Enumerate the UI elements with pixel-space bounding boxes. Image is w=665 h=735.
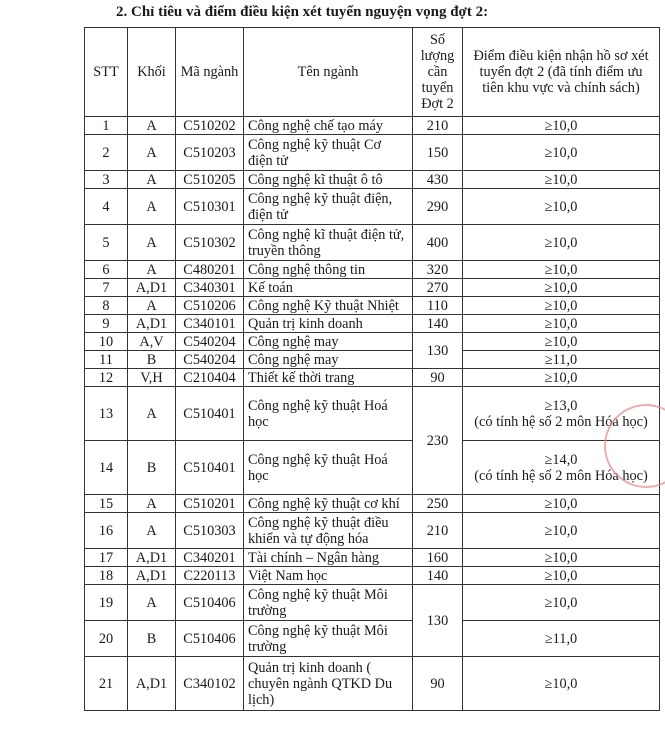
cell-ma: C510203 — [176, 135, 244, 171]
cell-ten: Công nghệ may — [244, 351, 413, 369]
cell-stt: 12 — [85, 369, 128, 387]
cell-stt: 15 — [85, 495, 128, 513]
table-row — [85, 567, 660, 585]
cell-diem: ≥10,0 — [463, 657, 660, 711]
cell-stt: 10 — [85, 333, 128, 351]
table-row — [85, 657, 660, 711]
cell-so-luong: 210 — [413, 513, 463, 549]
cell-diem — [463, 387, 660, 441]
cell-ma: C510303 — [176, 513, 244, 549]
table-row — [85, 549, 660, 567]
cell-ten: Công nghệ kỹ thuật điện, điện tử — [244, 189, 413, 225]
table-row — [85, 513, 660, 549]
cell-stt: 7 — [85, 279, 128, 297]
cell-stt: 4 — [85, 189, 128, 225]
table-row — [85, 585, 660, 621]
cell-ma: C510206 — [176, 297, 244, 315]
cell-so-luong: 250 — [413, 495, 463, 513]
header-diem: Điểm điều kiện nhận hồ sơ xét tuyển đợt 2 (đã tính điểm ưu tiên khu vực và chính sách) — [463, 28, 660, 117]
cell-ten: Công nghệ may — [244, 333, 413, 351]
cell-diem: ≥10,0 — [463, 135, 660, 171]
table-row — [85, 441, 660, 495]
cell-ma: C540204 — [176, 351, 244, 369]
cell-ten: Công nghệ kỹ thuật Môi trường — [244, 621, 413, 657]
cell-ten: Công nghệ kỹ thuật Hoá học — [244, 387, 413, 441]
cell-khoi: A,D1 — [128, 549, 176, 567]
cell-ma: C340201 — [176, 549, 244, 567]
table-row — [85, 333, 660, 351]
cell-so-luong: 400 — [413, 225, 463, 261]
cell-so-luong: 90 — [413, 369, 463, 387]
table-row — [85, 117, 660, 135]
cell-diem: ≥10,0 — [463, 513, 660, 549]
cell-ten: Việt Nam học — [244, 567, 413, 585]
cell-diem: ≥10,0 — [463, 567, 660, 585]
cell-stt: 18 — [85, 567, 128, 585]
cell-ten: Công nghệ kỹ thuật cơ khí — [244, 495, 413, 513]
table-row — [85, 135, 660, 171]
table-row — [85, 351, 660, 369]
table-row — [85, 171, 660, 189]
cell-ten: Công nghệ Kỹ thuật Nhiệt — [244, 297, 413, 315]
table-row — [85, 387, 660, 441]
cell-so-luong: 270 — [413, 279, 463, 297]
cell-so-luong: 130 — [413, 585, 463, 657]
cell-ten: Công nghệ kỹ thuật Môi trường — [244, 585, 413, 621]
cell-so-luong: 90 — [413, 657, 463, 711]
cell-khoi: B — [128, 351, 176, 369]
section-heading: 2. Chỉ tiêu và điểm điều kiện xét tuyển nguyện vọng đợt 2: — [116, 4, 489, 20]
cell-ma: C510301 — [176, 189, 244, 225]
table-row — [85, 621, 660, 657]
header-ten-nganh: Tên ngành — [244, 28, 413, 117]
diem-value: ≥13,0 — [544, 397, 578, 414]
cell-ten: Tài chính – Ngân hàng — [244, 549, 413, 567]
header-khoi: Khối — [128, 28, 176, 117]
cell-ma: C510201 — [176, 495, 244, 513]
cell-khoi: V,H — [128, 369, 176, 387]
table-row — [85, 261, 660, 279]
diem-note: (có tính hệ số 2 môn Hóa học) — [474, 467, 648, 484]
cell-ma: C220113 — [176, 567, 244, 585]
cell-diem: ≥10,0 — [463, 225, 660, 261]
cell-stt: 14 — [85, 441, 128, 495]
cell-khoi: A,D1 — [128, 279, 176, 297]
cell-ten: Kế toán — [244, 279, 413, 297]
table-row — [85, 315, 660, 333]
table-row — [85, 279, 660, 297]
cell-khoi: A — [128, 189, 176, 225]
cell-diem: ≥10,0 — [463, 297, 660, 315]
cell-diem: ≥10,0 — [463, 171, 660, 189]
cell-ma: C510406 — [176, 621, 244, 657]
cell-khoi: A — [128, 513, 176, 549]
table-row — [85, 225, 660, 261]
cell-stt: 8 — [85, 297, 128, 315]
table-row — [85, 297, 660, 315]
cell-khoi: A — [128, 585, 176, 621]
cell-diem: ≥10,0 — [463, 369, 660, 387]
cell-so-luong: 130 — [413, 333, 463, 369]
cell-stt: 21 — [85, 657, 128, 711]
cell-khoi: A,D1 — [128, 567, 176, 585]
cell-ma: C510406 — [176, 585, 244, 621]
admission-table — [84, 27, 660, 711]
cell-ten: Quản trị kinh doanh — [244, 315, 413, 333]
cell-so-luong: 430 — [413, 171, 463, 189]
cell-diem: ≥10,0 — [463, 585, 660, 621]
cell-diem: ≥10,0 — [463, 279, 660, 297]
cell-stt: 20 — [85, 621, 128, 657]
cell-ma: C210404 — [176, 369, 244, 387]
cell-stt: 11 — [85, 351, 128, 369]
cell-ma: C340101 — [176, 315, 244, 333]
table-row — [85, 495, 660, 513]
cell-ma: C340301 — [176, 279, 244, 297]
cell-stt: 9 — [85, 315, 128, 333]
cell-stt: 17 — [85, 549, 128, 567]
cell-so-luong: 290 — [413, 189, 463, 225]
cell-so-luong: 320 — [413, 261, 463, 279]
cell-khoi: B — [128, 441, 176, 495]
cell-diem: ≥10,0 — [463, 333, 660, 351]
cell-khoi: A,D1 — [128, 315, 176, 333]
cell-ma: C340102 — [176, 657, 244, 711]
cell-diem: ≥10,0 — [463, 189, 660, 225]
cell-so-luong: 230 — [413, 387, 463, 495]
diem-value: ≥14,0 — [544, 451, 578, 468]
cell-stt: 13 — [85, 387, 128, 441]
cell-ten: Công nghệ kỹ thuật điều khiển và tự động hóa — [244, 513, 413, 549]
cell-khoi: A — [128, 225, 176, 261]
cell-diem: ≥10,0 — [463, 261, 660, 279]
cell-khoi: A — [128, 387, 176, 441]
cell-diem: ≥10,0 — [463, 315, 660, 333]
cell-ten: Công nghệ thông tin — [244, 261, 413, 279]
cell-stt: 16 — [85, 513, 128, 549]
table-row — [85, 189, 660, 225]
cell-ma: C510302 — [176, 225, 244, 261]
header-ma-nganh: Mã ngành — [176, 28, 244, 117]
cell-khoi: A — [128, 135, 176, 171]
header-stt: STT — [85, 28, 128, 117]
cell-ten: Công nghệ kỹ thuật Cơ điện tử — [244, 135, 413, 171]
cell-stt: 1 — [85, 117, 128, 135]
cell-diem: ≥11,0 — [463, 351, 660, 369]
cell-so-luong: 110 — [413, 297, 463, 315]
cell-so-luong: 210 — [413, 117, 463, 135]
cell-ten: Thiết kế thời trang — [244, 369, 413, 387]
cell-ma: C540204 — [176, 333, 244, 351]
cell-ten: Công nghệ chế tạo máy — [244, 117, 413, 135]
cell-diem: ≥10,0 — [463, 117, 660, 135]
cell-ten: Công nghệ kĩ thuật ô tô — [244, 171, 413, 189]
cell-stt: 19 — [85, 585, 128, 621]
cell-khoi: A,D1 — [128, 657, 176, 711]
cell-khoi: A — [128, 495, 176, 513]
cell-so-luong: 140 — [413, 567, 463, 585]
cell-stt: 2 — [85, 135, 128, 171]
cell-diem: ≥10,0 — [463, 495, 660, 513]
table-header-row — [85, 28, 660, 117]
cell-diem: ≥11,0 — [463, 621, 660, 657]
cell-ten: Quản trị kinh doanh ( chuyên ngành QTKD Du lịch) — [244, 657, 413, 711]
cell-ma: C510202 — [176, 117, 244, 135]
cell-khoi: A — [128, 297, 176, 315]
table-row — [85, 369, 660, 387]
diem-note: (có tính hệ số 2 môn Hóa học) — [474, 413, 648, 430]
cell-so-luong: 160 — [413, 549, 463, 567]
cell-so-luong: 140 — [413, 315, 463, 333]
cell-ma: C510205 — [176, 171, 244, 189]
cell-khoi: A — [128, 261, 176, 279]
cell-diem — [463, 441, 660, 495]
cell-khoi: A — [128, 117, 176, 135]
cell-ten: Công nghệ kỹ thuật Hoá học — [244, 441, 413, 495]
cell-khoi: A — [128, 171, 176, 189]
cell-stt: 5 — [85, 225, 128, 261]
cell-khoi: B — [128, 621, 176, 657]
cell-ten: Công nghệ kĩ thuật điện tử, truyền thông — [244, 225, 413, 261]
cell-ma: C510401 — [176, 441, 244, 495]
cell-stt: 6 — [85, 261, 128, 279]
cell-stt: 3 — [85, 171, 128, 189]
cell-khoi: A,V — [128, 333, 176, 351]
cell-diem: ≥10,0 — [463, 549, 660, 567]
cell-so-luong: 150 — [413, 135, 463, 171]
cell-ma: C480201 — [176, 261, 244, 279]
cell-ma: C510401 — [176, 387, 244, 441]
header-so-luong: Số lượng cần tuyển Đợt 2 — [413, 28, 463, 117]
